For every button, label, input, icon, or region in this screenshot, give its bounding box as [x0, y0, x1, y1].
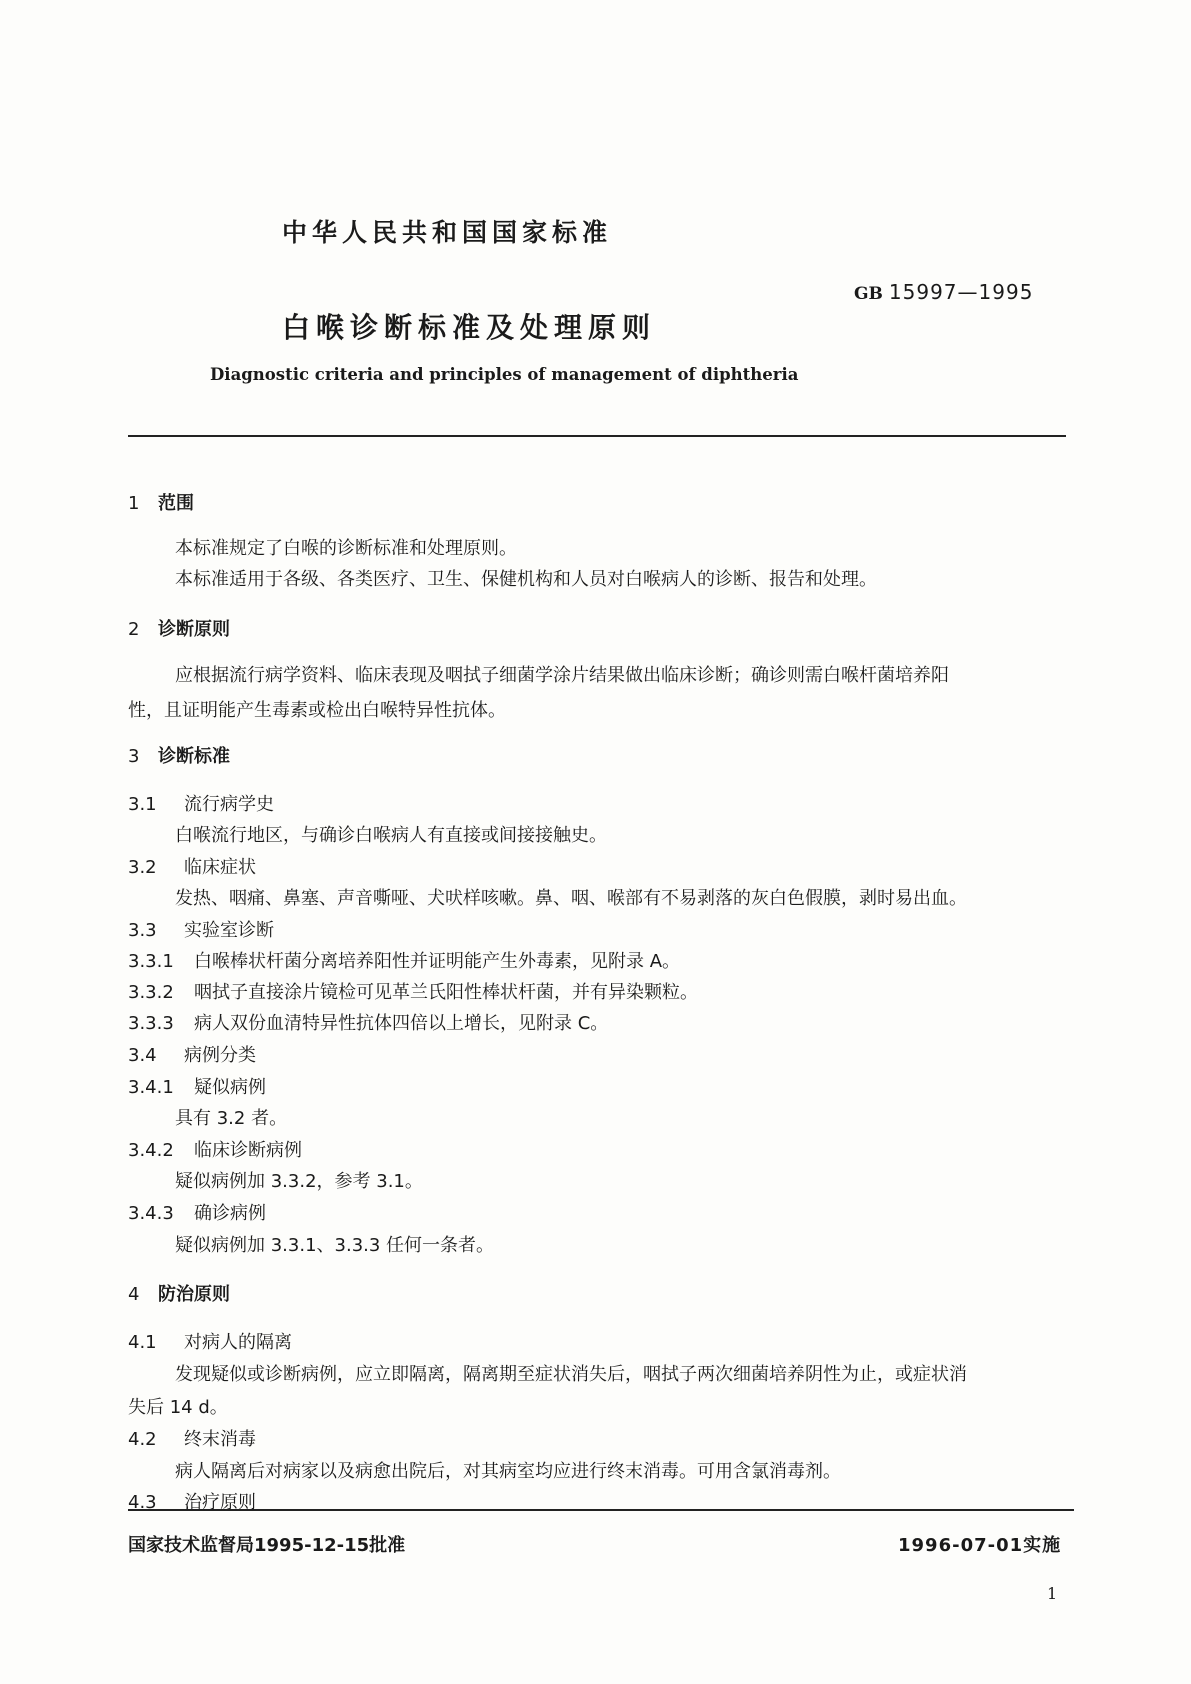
subsection-title: 实验室诊断: [184, 920, 274, 941]
subsection-3-2-text: 发热、咽痛、鼻塞、声音嘶哑、犬吠样咳嗽。鼻、咽、喉部有不易剥落的灰白色假膜，剥时易出血。: [175, 888, 967, 909]
subsection-number: 3.3: [128, 920, 157, 941]
section-title: 防治原则: [158, 1284, 230, 1305]
subsection-4-1-line-2: 失后 14 d。: [128, 1397, 228, 1418]
subsection-number: 3.1: [128, 794, 157, 815]
clause-number: 3.3.1: [128, 951, 174, 972]
national-standard-heading: 中华人民共和国国家标准: [282, 218, 613, 247]
subsection-3-1-heading: [128, 793, 274, 817]
subsection-title: 终末消毒: [184, 1429, 256, 1450]
clause-text: 咽拭子直接涂片镜检可见革兰氏阳性棒状杆菌，并有异染颗粒。: [194, 982, 698, 1003]
clause-text: 白喉棒状杆菌分离培养阳性并证明能产生外毒素，见附录 A。: [194, 951, 681, 972]
subsection-number: 3.2: [128, 857, 157, 878]
clause-number: 3.4.3: [128, 1203, 174, 1224]
clause-title: 临床诊断病例: [194, 1140, 302, 1161]
header-divider: [128, 435, 1066, 437]
section-number: 2: [128, 619, 140, 640]
subsection-3-4-heading: [128, 1044, 256, 1068]
section-1-heading: [128, 492, 194, 516]
subsection-title: 病例分类: [184, 1045, 256, 1066]
effective-date: 1996-07-01实施: [898, 1535, 1062, 1556]
section-title: 诊断原则: [158, 619, 230, 640]
clause-number: 3.4.2: [128, 1140, 174, 1161]
clause-title: 疑似病例: [194, 1077, 266, 1098]
subsection-4-2-text: 病人隔离后对病家以及病愈出院后，对其病室均应进行终末消毒。可用含氯消毒剂。: [175, 1461, 841, 1482]
subsection-number: 4.2: [128, 1429, 157, 1450]
clause-3-4-3-text: 疑似病例加 3.3.1、3.3.3 任何一条者。: [175, 1235, 495, 1256]
clause-3-4-2-heading: [128, 1139, 302, 1163]
section-2-line-2: 性，且证明能产生毒素或检出白喉特异性抗体。: [128, 700, 506, 721]
subsection-4-2-heading: [128, 1428, 256, 1452]
subsection-number: 4.3: [128, 1492, 157, 1513]
section-1-paragraph-1: 本标准规定了白喉的诊断标准和处理原则。: [175, 538, 517, 559]
subsection-title: 对病人的隔离: [184, 1332, 292, 1353]
standard-code-prefix: GB: [854, 284, 883, 304]
clause-number: 3.3.2: [128, 982, 174, 1003]
subsection-3-3-heading: [128, 919, 274, 943]
clause-3-4-1-heading: [128, 1076, 266, 1100]
document-title-cn: 白喉诊断标准及处理原则: [282, 311, 657, 344]
section-3-heading: [128, 745, 230, 769]
page-number: 1: [1047, 1584, 1058, 1603]
subsection-number: 3.4: [128, 1045, 157, 1066]
clause-3-4-1-text: 具有 3.2 者。: [175, 1108, 288, 1129]
clause-3-3-3: [128, 1012, 608, 1036]
subsection-3-1-text: 白喉流行地区，与确诊白喉病人有直接或间接接触史。: [175, 825, 607, 846]
clause-number: 3.4.1: [128, 1077, 174, 1098]
clause-number: 3.3.3: [128, 1013, 174, 1034]
section-2-line-1: 应根据流行病学资料、临床表现及咽拭子细菌学涂片结果做出临床诊断；确诊则需白喉杆菌培养阳: [175, 665, 949, 686]
subsection-title: 治疗原则: [184, 1492, 256, 1513]
clause-text: 病人双份血清特异性抗体四倍以上增长，见附录 C。: [194, 1013, 609, 1034]
subsection-4-1-line-1: 发现疑似或诊断病例，应立即隔离，隔离期至症状消失后，咽拭子两次细菌培养阴性为止，或症状消: [175, 1364, 967, 1385]
clause-title: 确诊病例: [194, 1203, 266, 1224]
subsection-4-1-heading: [128, 1331, 292, 1355]
section-1-paragraph-2: 本标准适用于各级、各类医疗、卫生、保健机构和人员对白喉病人的诊断、报告和处理。: [175, 569, 877, 590]
standard-code: [854, 280, 1033, 304]
section-title: 范围: [158, 493, 194, 514]
subsection-title: 临床症状: [184, 857, 256, 878]
section-title: 诊断标准: [158, 746, 230, 767]
subsection-3-2-heading: [128, 856, 256, 880]
approval-line: 国家技术监督局1995-12-15批准: [128, 1535, 406, 1556]
document-title-en: Diagnostic criteria and principles of management of diphtheria: [210, 365, 799, 384]
section-number: 3: [128, 746, 140, 767]
standard-code-number: 15997—1995: [888, 280, 1034, 304]
section-number: 4: [128, 1284, 140, 1305]
clause-3-4-3-heading: [128, 1202, 266, 1226]
clause-3-4-2-text: 疑似病例加 3.3.2，参考 3.1。: [175, 1171, 423, 1192]
section-2-heading: [128, 618, 230, 642]
footer-divider: [128, 1509, 1074, 1511]
section-4-heading: [128, 1283, 230, 1307]
subsection-4-3-heading: [128, 1491, 256, 1515]
clause-3-3-1: [128, 950, 680, 974]
subsection-title: 流行病学史: [184, 794, 274, 815]
clause-3-3-2: [128, 981, 698, 1005]
section-number: 1: [128, 493, 140, 514]
subsection-number: 4.1: [128, 1332, 157, 1353]
